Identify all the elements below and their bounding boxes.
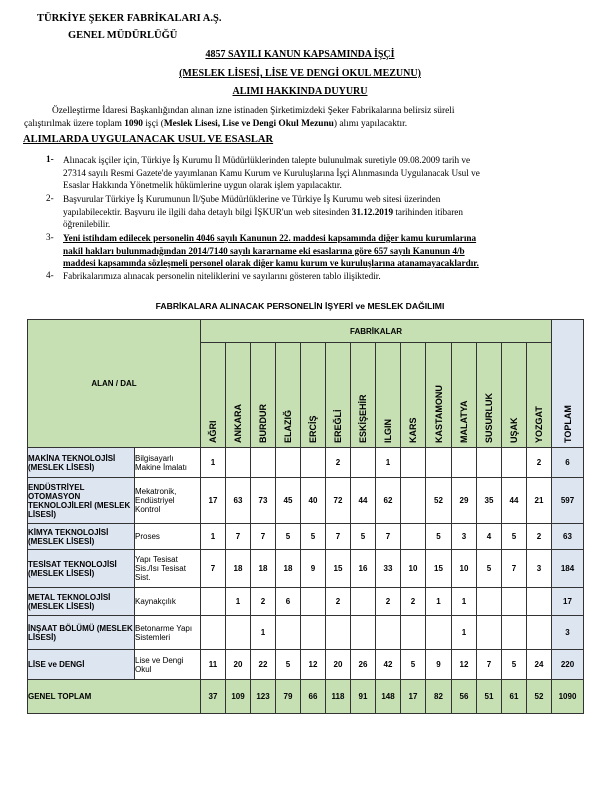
count-cell: 26 bbox=[351, 650, 376, 680]
list-item: Yeni istihdam edilecek personelin 4046 sayılı Kanunun 22. maddesi kapsamında diğer kamu kurumlarına nakil hakları bulunmadığından 2014/7140 sayılı kararname eki esaslarına göre 657 sayılı Kanunun 4/b maddesi kapsamında sözleşmeli personel olarak diğer kamu kurum ve kuruluşlarına atanamayacaklardır. bbox=[63, 233, 479, 268]
factories-group-header: FABRİKALAR bbox=[201, 320, 552, 343]
count-cell bbox=[351, 448, 376, 478]
list-item-number: 1- bbox=[46, 154, 54, 164]
count-cell: 21 bbox=[527, 478, 552, 524]
doc-title-2: (MESLEK LİSESİ, LİSE VE DENGİ OKUL MEZUNU) bbox=[179, 68, 421, 79]
branch-cell: Mekatronik, Endüstriyel Kontrol bbox=[135, 478, 201, 524]
count-cell: 7 bbox=[502, 550, 527, 588]
org-name: TÜRKİYE ŞEKER FABRİKALARI A.Ş. bbox=[37, 13, 222, 24]
count-cell: 35 bbox=[477, 478, 502, 524]
list-item-number: 3- bbox=[46, 232, 54, 242]
count-cell: 5 bbox=[502, 650, 527, 680]
count-cell: 1 bbox=[452, 616, 477, 650]
grand-total-cell: 52 bbox=[527, 680, 552, 714]
count-cell bbox=[226, 448, 251, 478]
count-cell: 10 bbox=[401, 550, 426, 588]
factory-header: UŞAK bbox=[502, 343, 527, 448]
count-cell bbox=[376, 616, 401, 650]
count-cell: 5 bbox=[477, 550, 502, 588]
count-cell bbox=[527, 616, 552, 650]
row-total-cell: 17 bbox=[552, 588, 584, 616]
count-cell: 9 bbox=[426, 650, 452, 680]
list-item-number: 4- bbox=[46, 270, 54, 280]
count-cell: 5 bbox=[401, 650, 426, 680]
count-cell: 1 bbox=[201, 448, 226, 478]
count-cell: 52 bbox=[426, 478, 452, 524]
list-item: Fabrikalarımıza alınacak personelin niteliklerini ve sayılarını gösteren tablo ilişiktedir. bbox=[63, 271, 381, 281]
factory-header: ERCİŞ bbox=[301, 343, 326, 448]
grand-total-cell: 66 bbox=[301, 680, 326, 714]
table-row bbox=[28, 650, 584, 680]
area-column-header: ALAN / DAL bbox=[28, 320, 201, 448]
count-cell: 17 bbox=[201, 478, 226, 524]
count-cell bbox=[351, 616, 376, 650]
table-row bbox=[28, 550, 584, 588]
factory-header: KASTAMONU bbox=[426, 343, 452, 448]
count-cell: 7 bbox=[376, 524, 401, 550]
count-cell bbox=[426, 448, 452, 478]
count-cell: 1 bbox=[201, 524, 226, 550]
table-row bbox=[28, 616, 584, 650]
table-row bbox=[28, 448, 584, 478]
branch-cell: Bilgisayarlı Makine İmalatı bbox=[135, 448, 201, 478]
row-total-cell: 184 bbox=[552, 550, 584, 588]
grand-total-cell: 82 bbox=[426, 680, 452, 714]
count-cell bbox=[401, 524, 426, 550]
factory-header: ESKİŞEHİR bbox=[351, 343, 376, 448]
grand-total-cell: 79 bbox=[276, 680, 301, 714]
count-cell: 29 bbox=[452, 478, 477, 524]
factory-header: MALATYA bbox=[452, 343, 477, 448]
area-cell: İNŞAAT BÖLÜMÜ (MESLEK LİSESİ) bbox=[28, 616, 135, 650]
count-cell: 5 bbox=[276, 524, 301, 550]
count-cell bbox=[502, 448, 527, 478]
count-cell: 5 bbox=[351, 524, 376, 550]
count-cell: 12 bbox=[301, 650, 326, 680]
count-cell: 1 bbox=[226, 588, 251, 616]
count-cell bbox=[276, 448, 301, 478]
count-cell bbox=[201, 588, 226, 616]
count-cell: 7 bbox=[201, 550, 226, 588]
count-cell: 5 bbox=[502, 524, 527, 550]
section-heading: ALIMLARDA UYGULANACAK USUL VE ESASLAR bbox=[23, 134, 274, 145]
count-cell bbox=[251, 448, 276, 478]
count-cell: 20 bbox=[326, 650, 351, 680]
grand-total-label: GENEL TOPLAM bbox=[28, 680, 201, 714]
factory-header: ILGIN bbox=[376, 343, 401, 448]
count-cell bbox=[301, 616, 326, 650]
list-item: Başvurular Türkiye İş Kurumunun İl/Şube Müdürlüklerine ve Türkiye İş Kurumu web sitesi üzerinden yapılabilecektir. Başvuru ile ilgili daha detaylı bilgi İŞKUR'un web sitesinden 31.12.2019 tarihinden itibaren öğrenilebilir. bbox=[63, 194, 463, 229]
count-cell: 7 bbox=[326, 524, 351, 550]
count-cell: 2 bbox=[401, 588, 426, 616]
count-cell bbox=[426, 616, 452, 650]
count-cell: 63 bbox=[226, 478, 251, 524]
count-cell: 2 bbox=[527, 448, 552, 478]
count-cell: 1 bbox=[251, 616, 276, 650]
grand-total-cell: 118 bbox=[326, 680, 351, 714]
count-cell: 4 bbox=[477, 524, 502, 550]
count-cell bbox=[301, 588, 326, 616]
count-cell bbox=[401, 448, 426, 478]
row-total-cell: 597 bbox=[552, 478, 584, 524]
grand-total-sum: 1090 bbox=[552, 680, 584, 714]
count-cell: 44 bbox=[351, 478, 376, 524]
count-cell bbox=[477, 448, 502, 478]
branch-cell: Lise ve Dengi Okul bbox=[135, 650, 201, 680]
count-cell: 2 bbox=[326, 588, 351, 616]
count-cell: 5 bbox=[301, 524, 326, 550]
grand-total-cell: 37 bbox=[201, 680, 226, 714]
grand-total-cell: 123 bbox=[251, 680, 276, 714]
count-cell: 1 bbox=[376, 448, 401, 478]
area-cell: METAL TEKNOLOJİSİ (MESLEK LİSESİ) bbox=[28, 588, 135, 616]
grand-total-cell: 17 bbox=[401, 680, 426, 714]
area-cell: TESİSAT TEKNOLOJİSİ (MESLEK LİSESİ) bbox=[28, 550, 135, 588]
table-row bbox=[28, 524, 584, 550]
grand-total-cell: 109 bbox=[226, 680, 251, 714]
count-cell: 72 bbox=[326, 478, 351, 524]
count-cell: 7 bbox=[226, 524, 251, 550]
count-cell: 3 bbox=[527, 550, 552, 588]
area-cell: MAKİNA TEKNOLOJİSİ (MESLEK LİSESİ) bbox=[28, 448, 135, 478]
count-cell: 62 bbox=[376, 478, 401, 524]
count-cell: 22 bbox=[251, 650, 276, 680]
count-cell bbox=[401, 616, 426, 650]
count-cell: 5 bbox=[276, 650, 301, 680]
count-cell: 42 bbox=[376, 650, 401, 680]
intro-line-2: çalıştırılmak üzere toplam 1090 işçi (Meslek Lisesi, Lise ve Dengi Okul Mezunu) alımı yapılacaktır. bbox=[24, 119, 408, 129]
row-total-cell: 63 bbox=[552, 524, 584, 550]
count-cell: 10 bbox=[452, 550, 477, 588]
factory-header: SUSURLUK bbox=[477, 343, 502, 448]
list-item-number: 2- bbox=[46, 193, 54, 203]
count-cell: 7 bbox=[251, 524, 276, 550]
count-cell bbox=[477, 588, 502, 616]
factory-header: AĞRI bbox=[201, 343, 226, 448]
count-cell: 45 bbox=[276, 478, 301, 524]
count-cell: 2 bbox=[251, 588, 276, 616]
branch-cell: Yapı Tesisat Sis./Isı Tesisat Sist. bbox=[135, 550, 201, 588]
count-cell: 7 bbox=[477, 650, 502, 680]
area-cell: LİSE ve DENGİ bbox=[28, 650, 135, 680]
count-cell bbox=[401, 478, 426, 524]
count-cell: 18 bbox=[251, 550, 276, 588]
area-cell: ENDÜSTRİYEL OTOMASYON TEKNOLOJİLERİ (MESLEK LİSESİ) bbox=[28, 478, 135, 524]
table-title: FABRİKALARA ALINACAK PERSONELİN İŞYERİ ve MESLEK DAĞILIMI bbox=[155, 301, 445, 311]
count-cell bbox=[452, 448, 477, 478]
count-cell: 73 bbox=[251, 478, 276, 524]
count-cell: 20 bbox=[226, 650, 251, 680]
factory-header: KARS bbox=[401, 343, 426, 448]
total-column-header: TOPLAM bbox=[552, 320, 584, 448]
count-cell bbox=[201, 616, 226, 650]
count-cell: 24 bbox=[527, 650, 552, 680]
intro-line-1: Özelleştirme İdaresi Başkanlığından alınan izne istinaden Şirketimizdeki Şeker Fabrikalarına belirsiz süreli bbox=[52, 106, 455, 116]
row-total-cell: 3 bbox=[552, 616, 584, 650]
branch-cell: Kaynakçılık bbox=[135, 588, 201, 616]
table-row bbox=[28, 478, 584, 524]
count-cell: 1 bbox=[426, 588, 452, 616]
grand-total-cell: 56 bbox=[452, 680, 477, 714]
count-cell: 2 bbox=[326, 448, 351, 478]
count-cell: 18 bbox=[226, 550, 251, 588]
factory-header: YOZGAT bbox=[527, 343, 552, 448]
branch-cell: Proses bbox=[135, 524, 201, 550]
count-cell bbox=[301, 448, 326, 478]
branch-cell: Betonarme Yapı Sistemleri bbox=[135, 616, 201, 650]
factory-header: ELAZIĞ bbox=[276, 343, 301, 448]
count-cell: 12 bbox=[452, 650, 477, 680]
count-cell: 3 bbox=[452, 524, 477, 550]
factory-header: EREĞLİ bbox=[326, 343, 351, 448]
distribution-table bbox=[27, 319, 584, 714]
doc-title-1: 4857 SAYILI KANUN KAPSAMINDA İŞÇİ bbox=[205, 49, 395, 60]
list-item: Alınacak işçiler için, Türkiye İş Kurumu İl Müdürlüklerinden talepte bulunulmak suretiyle 09.08.2009 tarih ve 27314 sayılı Resmi Gazete'de yayımlanan Kamu Kurum ve Kuruluşlarına İşçi Alınmasında Uygulanacak Usul ve Esaslar Hakkında Yönetmelik hükümlerine uygun olarak işlem yapılacaktır. bbox=[63, 155, 480, 190]
factory-header: BURDUR bbox=[251, 343, 276, 448]
count-cell bbox=[276, 616, 301, 650]
grand-total-cell: 61 bbox=[502, 680, 527, 714]
doc-title-3: ALIMI HAKKINDA DUYURU bbox=[232, 86, 368, 97]
org-unit: GENEL MÜDÜRLÜĞÜ bbox=[68, 30, 178, 41]
count-cell: 1 bbox=[452, 588, 477, 616]
count-cell bbox=[477, 616, 502, 650]
count-cell: 2 bbox=[527, 524, 552, 550]
count-cell bbox=[326, 616, 351, 650]
count-cell: 5 bbox=[426, 524, 452, 550]
count-cell bbox=[351, 588, 376, 616]
grand-total-row bbox=[28, 680, 584, 714]
grand-total-cell: 91 bbox=[351, 680, 376, 714]
row-total-cell: 6 bbox=[552, 448, 584, 478]
grand-total-cell: 148 bbox=[376, 680, 401, 714]
count-cell: 33 bbox=[376, 550, 401, 588]
count-cell: 6 bbox=[276, 588, 301, 616]
count-cell: 2 bbox=[376, 588, 401, 616]
count-cell: 15 bbox=[426, 550, 452, 588]
count-cell bbox=[226, 616, 251, 650]
count-cell: 11 bbox=[201, 650, 226, 680]
table-row bbox=[28, 588, 584, 616]
count-cell: 44 bbox=[502, 478, 527, 524]
count-cell bbox=[527, 588, 552, 616]
count-cell: 18 bbox=[276, 550, 301, 588]
count-cell bbox=[502, 616, 527, 650]
count-cell: 16 bbox=[351, 550, 376, 588]
row-total-cell: 220 bbox=[552, 650, 584, 680]
count-cell bbox=[502, 588, 527, 616]
area-cell: KİMYA TEKNOLOJİSİ (MESLEK LİSESİ) bbox=[28, 524, 135, 550]
grand-total-cell: 51 bbox=[477, 680, 502, 714]
count-cell: 15 bbox=[326, 550, 351, 588]
count-cell: 9 bbox=[301, 550, 326, 588]
count-cell: 40 bbox=[301, 478, 326, 524]
factory-header: ANKARA bbox=[226, 343, 251, 448]
